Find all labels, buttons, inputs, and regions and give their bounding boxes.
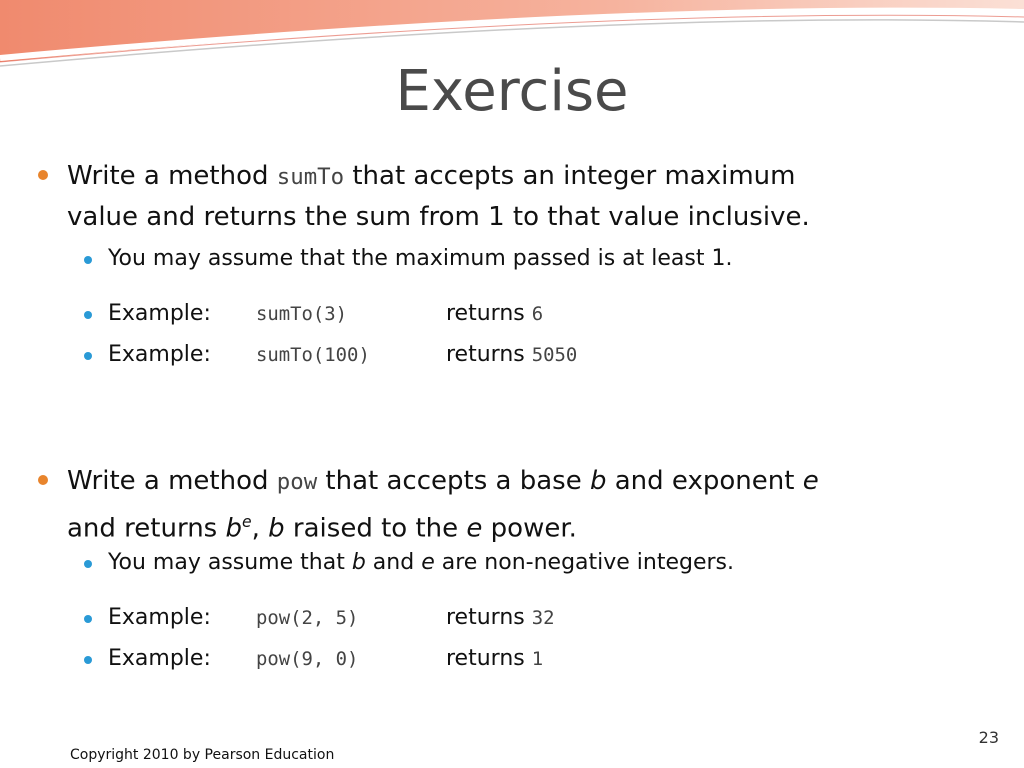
pow-example-1 (108, 603, 998, 633)
copyright-notice: Copyright 2010 by Pearson Education (70, 747, 335, 763)
example-returns-label: returns (446, 342, 525, 367)
example-label: Example: (108, 605, 211, 630)
pow-assume-post: are non-negative integers. (434, 550, 735, 575)
pow-text-line2-pre: and returns (67, 513, 226, 544)
pow-text-pre: Write a method (67, 466, 277, 496)
example-code: pow(2, 5) (256, 607, 359, 629)
bullet-icon (84, 656, 92, 664)
example-code: pow(9, 0) (256, 648, 359, 670)
bullet-icon (84, 311, 92, 319)
example-code: sumTo(100) (256, 344, 370, 366)
example-result: 5050 (531, 344, 578, 366)
example-label: Example: (108, 301, 211, 326)
pow-var-b: b (225, 513, 243, 544)
pow-text-mid1: that accepts a base (317, 466, 590, 496)
sumto-assumption: You may assume that the maximum passed is at least 1. (108, 246, 733, 271)
bullet-icon (38, 475, 48, 485)
example-label: Example: (108, 342, 211, 367)
sumto-text-line2: value and returns the sum from 1 to that value inclusive. (67, 202, 810, 232)
pow-exponent: e (242, 513, 252, 531)
bullet-icon (84, 615, 92, 623)
sumto-description (67, 156, 997, 237)
example-returns-label: returns (446, 301, 525, 326)
sumto-method-name: sumTo (276, 164, 345, 190)
pow-method-name: pow (276, 469, 318, 495)
sumto-text-post: that accepts an integer maximum (344, 161, 796, 191)
example-returns-label: returns (446, 605, 525, 630)
pow-var-e: e (421, 550, 435, 575)
example-result: 1 (531, 648, 544, 670)
bullet-icon (84, 256, 92, 264)
pow-description (67, 461, 997, 549)
example-code: sumTo(3) (256, 303, 348, 325)
pow-text-comma: , (251, 513, 269, 544)
pow-text-line2-mid: raised to the (284, 513, 467, 544)
pow-var-b: b (589, 466, 607, 496)
page-number: 23 (978, 728, 999, 747)
slide-title: Exercise (395, 59, 629, 124)
pow-var-e: e (466, 513, 483, 544)
pow-assumption (108, 548, 998, 578)
pow-text-mid2: and exponent (606, 466, 803, 496)
pow-var-b: b (351, 550, 366, 575)
sumto-example-1 (108, 299, 998, 329)
pow-text-line2-post: power. (482, 513, 577, 544)
bullet-icon (38, 170, 48, 180)
pow-example-2 (108, 644, 998, 674)
bullet-icon (84, 352, 92, 360)
pow-var-e: e (802, 466, 819, 496)
pow-assume-and: and (365, 550, 422, 575)
sumto-text-pre: Write a method (67, 161, 277, 191)
example-label: Example: (108, 646, 211, 671)
example-returns-label: returns (446, 646, 525, 671)
pow-assume-pre: You may assume that (108, 550, 352, 575)
example-result: 32 (531, 607, 555, 629)
example-result: 6 (531, 303, 544, 325)
sumto-example-2 (108, 340, 998, 370)
bullet-icon (84, 560, 92, 568)
pow-var-b: b (268, 513, 285, 544)
